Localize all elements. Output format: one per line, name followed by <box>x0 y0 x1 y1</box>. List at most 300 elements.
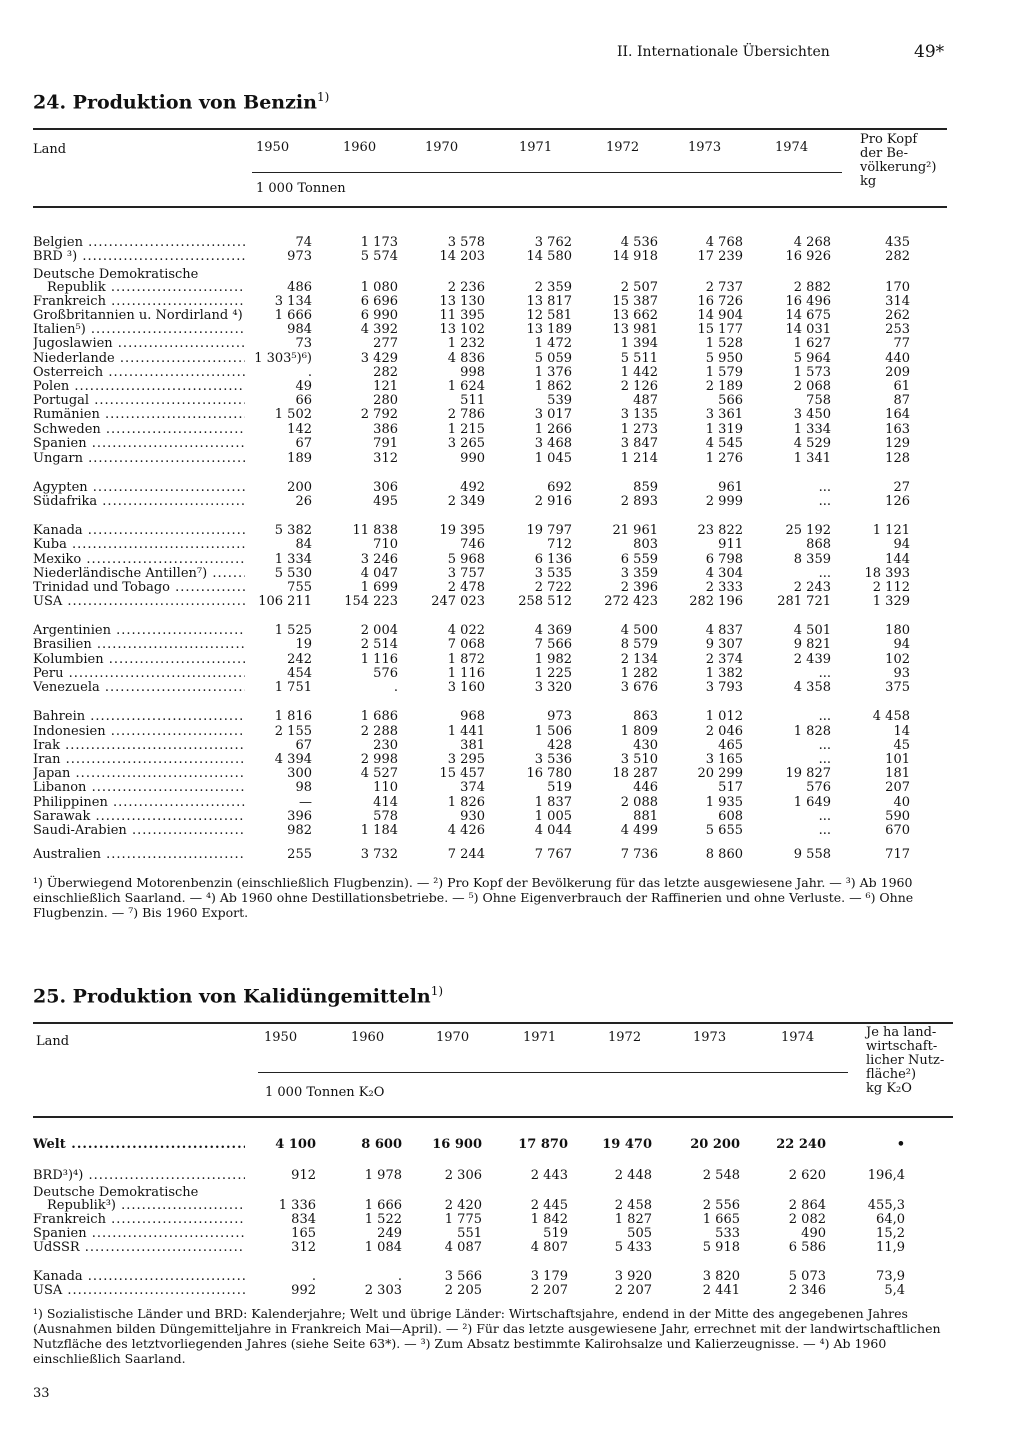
cell-value: 7 244 <box>447 847 485 862</box>
table-row <box>0 581 1024 595</box>
table-row <box>0 810 1024 824</box>
cell-value: 253 <box>885 322 910 337</box>
cell-value: 1 334 <box>793 422 831 437</box>
cell-value: 1 666 <box>274 308 312 323</box>
cell-value: 2 205 <box>444 1283 482 1298</box>
cell-value: 3 793 <box>705 680 743 695</box>
table25-title <box>33 984 443 1007</box>
cell-value: 1 522 <box>364 1212 402 1227</box>
cell-value: 710 <box>373 537 398 552</box>
table-row <box>0 437 1024 451</box>
cell-value: ... <box>818 709 831 724</box>
cell-value: 2 443 <box>530 1168 568 1183</box>
cell-value: 17 239 <box>697 249 743 264</box>
table24-col-extra: Pro Kopf der Be- völkerung²) kg <box>860 132 937 189</box>
cell-value: 1 827 <box>614 1212 652 1227</box>
cell-value: . <box>307 365 312 380</box>
table-row <box>0 1284 1024 1298</box>
cell-value: 5 918 <box>702 1240 740 1255</box>
cell-value: 3 017 <box>534 407 572 422</box>
cell-value: 16 900 <box>432 1137 482 1152</box>
row-label: Saudi-Arabien ..... <box>33 824 245 838</box>
cell-value: 3 165 <box>705 752 743 767</box>
cell-value: 6 990 <box>360 308 398 323</box>
cell-value: 20 200 <box>690 1137 740 1152</box>
cell-value: 5 574 <box>360 249 398 264</box>
cell-value: 5 073 <box>788 1269 826 1284</box>
cell-value: 1 528 <box>705 336 743 351</box>
cell-value: 11,9 <box>876 1240 905 1255</box>
cell-value: 1 215 <box>447 422 485 437</box>
cell-value: 74 <box>295 235 312 250</box>
cell-value: 6 586 <box>788 1240 826 1255</box>
cell-value: 262 <box>885 308 910 323</box>
table24-title-text: 24. Produktion von Benzin <box>33 91 317 114</box>
cell-value: 2 359 <box>534 280 572 295</box>
row-label: Spanien ..... <box>33 437 245 451</box>
table-row <box>0 1138 1024 1152</box>
table-row <box>0 739 1024 753</box>
cell-value: 590 <box>885 809 910 824</box>
cell-value: 930 <box>460 809 485 824</box>
cell-value: 110 <box>373 780 398 795</box>
cell-value: 670 <box>885 823 910 838</box>
cell-value: 486 <box>287 280 312 295</box>
cell-value: 73 <box>295 336 312 351</box>
cell-value: 4 087 <box>444 1240 482 1255</box>
cell-value: 14 904 <box>697 308 743 323</box>
cell-value: 23 822 <box>697 523 743 538</box>
cell-value: 7 068 <box>447 637 485 652</box>
cell-value: 3 429 <box>360 351 398 366</box>
cell-value: 11 395 <box>439 308 485 323</box>
cell-value: 3 732 <box>360 847 398 862</box>
cell-value: 14 <box>893 724 910 739</box>
cell-value: 2 088 <box>620 795 658 810</box>
cell-value: . <box>393 680 398 695</box>
table-row <box>0 408 1024 422</box>
cell-value: 61 <box>893 379 910 394</box>
cell-value: 312 <box>373 451 398 466</box>
cell-value: 5 382 <box>274 523 312 538</box>
cell-value: 455,3 <box>867 1198 905 1213</box>
table25-title-text: 25. Produktion von Kalidüngemitteln <box>33 985 431 1008</box>
cell-value: 67 <box>295 436 312 451</box>
table-row <box>0 394 1024 408</box>
cell-value: 3 160 <box>447 680 485 695</box>
cell-value: 181 <box>885 766 910 781</box>
cell-value: 121 <box>373 379 398 394</box>
cell-value: 26 <box>295 494 312 509</box>
cell-value: 1 045 <box>534 451 572 466</box>
cell-value: 18 287 <box>612 766 658 781</box>
row-label: Österreich ..... <box>33 366 245 380</box>
cell-value: 1 394 <box>620 336 658 351</box>
cell-value: 3 762 <box>534 235 572 250</box>
cell-value: 2 288 <box>360 724 398 739</box>
cell-value: 129 <box>885 436 910 451</box>
row-label: Irak ..... <box>33 739 245 753</box>
table-row <box>0 423 1024 437</box>
table-row <box>0 753 1024 767</box>
cell-value: 8 600 <box>361 1137 402 1152</box>
cell-value: 11 838 <box>352 523 398 538</box>
cell-value: 2 046 <box>705 724 743 739</box>
cell-value: 863 <box>633 709 658 724</box>
row-label: Venezuela ..... <box>33 681 245 695</box>
row-label: Kuba ..... <box>33 538 245 552</box>
cell-value: 7 566 <box>534 637 572 652</box>
cell-value: 13 130 <box>439 294 485 309</box>
table-row <box>0 236 1024 250</box>
cell-value: 4 807 <box>530 1240 568 1255</box>
cell-value: 1 303⁵)⁶) <box>254 351 312 366</box>
cell-value: 396 <box>287 809 312 824</box>
cell-value: 25 192 <box>785 523 831 538</box>
cell-value: 13 189 <box>526 322 572 337</box>
table25-col-year: 1974 <box>781 1030 815 1045</box>
cell-value: 487 <box>633 393 658 408</box>
table-row <box>0 667 1024 681</box>
cell-value: 1 273 <box>620 422 658 437</box>
cell-value: 280 <box>373 393 398 408</box>
cell-value: 3 566 <box>444 1269 482 1284</box>
table-row <box>0 295 1024 309</box>
cell-value: 566 <box>718 393 743 408</box>
cell-value: 170 <box>885 280 910 295</box>
table25-unit: 1 000 Tonnen K₂O <box>265 1085 385 1100</box>
table24-top-rule <box>33 128 947 130</box>
cell-value: 40 <box>893 795 910 810</box>
row-label: Spanien ..... <box>33 1227 245 1241</box>
cell-value: 258 512 <box>518 594 572 609</box>
cell-value: 73,9 <box>876 1269 905 1284</box>
cell-value: 6 559 <box>620 552 658 567</box>
cell-value: 859 <box>633 480 658 495</box>
cell-value: 428 <box>547 738 572 753</box>
cell-value: 13 662 <box>612 308 658 323</box>
cell-value: 1 502 <box>274 407 312 422</box>
cell-value: 1 116 <box>360 652 398 667</box>
row-label: Japan ..... <box>33 767 245 781</box>
row-label: Kanada ..... <box>33 1270 245 1284</box>
row-label: Südafrika ..... <box>33 495 245 509</box>
cell-value: 66 <box>295 393 312 408</box>
cell-value: 1 686 <box>360 709 398 724</box>
cell-value: 14 031 <box>785 322 831 337</box>
table24-header-rule <box>33 206 947 208</box>
cell-value: 2 306 <box>444 1168 482 1183</box>
cell-value: 758 <box>806 393 831 408</box>
cell-value: 2 068 <box>793 379 831 394</box>
table-row <box>0 380 1024 394</box>
cell-value: 2 620 <box>788 1168 826 1183</box>
table-row <box>0 281 1024 295</box>
cell-value: 2 439 <box>793 652 831 667</box>
cell-value: ... <box>818 566 831 581</box>
cell-value: 2 420 <box>444 1198 482 1213</box>
cell-value: 2 396 <box>620 580 658 595</box>
cell-value: 247 023 <box>431 594 485 609</box>
cell-value: 381 <box>460 738 485 753</box>
cell-value: 4 768 <box>705 235 743 250</box>
cell-value: 803 <box>633 537 658 552</box>
row-label: Ungarn ..... <box>33 452 245 466</box>
table-row <box>0 1169 1024 1183</box>
cell-value: 4 369 <box>534 623 572 638</box>
cell-value: 2 445 <box>530 1198 568 1213</box>
cell-value: 94 <box>893 637 910 652</box>
cell-value: 374 <box>460 780 485 795</box>
cell-value: 200 <box>287 480 312 495</box>
cell-value: 3 535 <box>534 566 572 581</box>
row-label: Portugal ..... <box>33 394 245 408</box>
cell-value: 2 548 <box>702 1168 740 1183</box>
cell-value: 16 496 <box>785 294 831 309</box>
cell-value: 2 374 <box>705 652 743 667</box>
cell-value: 1 573 <box>793 365 831 380</box>
cell-value: 961 <box>718 480 743 495</box>
row-label: Schweden ..... <box>33 423 245 437</box>
cell-value: 2 441 <box>702 1283 740 1298</box>
cell-value: 282 <box>885 249 910 264</box>
cell-value: 14 675 <box>785 308 831 323</box>
cell-value: 430 <box>633 738 658 753</box>
cell-value: 1 184 <box>360 823 398 838</box>
row-label: Kolumbien ..... <box>33 653 245 667</box>
cell-value: 20 299 <box>697 766 743 781</box>
cell-value: 312 <box>291 1240 316 1255</box>
table-row <box>0 1227 1024 1241</box>
cell-value: 8 359 <box>793 552 831 567</box>
cell-value: 6 696 <box>360 294 398 309</box>
row-label: Philippinen ..... <box>33 796 245 810</box>
cell-value: 1 842 <box>530 1212 568 1227</box>
cell-value: 1 872 <box>447 652 485 667</box>
folio: 33 <box>33 1386 50 1401</box>
cell-value: 64,0 <box>876 1212 905 1227</box>
cell-value: 128 <box>885 451 910 466</box>
cell-value: 281 721 <box>777 594 831 609</box>
table-row <box>0 595 1024 609</box>
cell-value: 1 649 <box>793 795 831 810</box>
cell-value: 98 <box>295 780 312 795</box>
table-row <box>0 352 1024 366</box>
cell-value: 4 529 <box>793 436 831 451</box>
cell-value: 3 847 <box>620 436 658 451</box>
row-label: Niederlande ..... <box>33 352 245 366</box>
cell-value: ... <box>818 738 831 753</box>
row-label: Belgien ..... <box>33 236 245 250</box>
cell-value: 3 361 <box>705 407 743 422</box>
cell-value: 868 <box>806 537 831 552</box>
cell-value: 13 102 <box>439 322 485 337</box>
cell-value: 3 135 <box>620 407 658 422</box>
cell-value: 4 527 <box>360 766 398 781</box>
cell-value: 519 <box>543 1226 568 1241</box>
table-row <box>0 725 1024 739</box>
table-row <box>0 337 1024 351</box>
cell-value: 5 530 <box>274 566 312 581</box>
cell-value: 539 <box>547 393 572 408</box>
row-label: Indonesien ..... <box>33 725 245 739</box>
cell-value: 1 276 <box>705 451 743 466</box>
table-row <box>0 524 1024 538</box>
cell-value: ... <box>818 752 831 767</box>
cell-value: 93 <box>893 666 910 681</box>
cell-value: 67 <box>295 738 312 753</box>
table-row <box>0 250 1024 264</box>
cell-value: 968 <box>460 709 485 724</box>
cell-value: 1 751 <box>274 680 312 695</box>
cell-value: 164 <box>885 407 910 422</box>
table-row <box>0 1213 1024 1227</box>
cell-value: 973 <box>547 709 572 724</box>
row-label: Argentinien ..... <box>33 624 245 638</box>
cell-value: 2 864 <box>788 1198 826 1213</box>
table-row <box>0 767 1024 781</box>
table24-title-sup: 1) <box>316 90 330 104</box>
cell-value: 2 556 <box>702 1198 740 1213</box>
section-title: II. Internationale Übersichten <box>617 44 830 60</box>
cell-value: 12 581 <box>526 308 572 323</box>
row-label: Sarawak ..... <box>33 810 245 824</box>
cell-value: 492 <box>460 480 485 495</box>
cell-value: 282 196 <box>689 594 743 609</box>
table-row <box>0 309 1024 323</box>
table-row <box>0 452 1024 466</box>
cell-value: 1 376 <box>534 365 572 380</box>
cell-value: 2 792 <box>360 407 398 422</box>
table24-col-year: 1970 <box>425 140 459 155</box>
cell-value: 189 <box>287 451 312 466</box>
cell-value: ... <box>818 666 831 681</box>
cell-value: 255 <box>287 847 312 862</box>
cell-value: 1 982 <box>534 652 572 667</box>
cell-value: 465 <box>718 738 743 753</box>
cell-value: 2 514 <box>360 637 398 652</box>
cell-value: 2 478 <box>447 580 485 595</box>
cell-value: 1 336 <box>278 1198 316 1213</box>
cell-value: 2 333 <box>705 580 743 595</box>
cell-value: 77 <box>893 336 910 351</box>
table-row <box>0 268 1024 282</box>
cell-value: 1 084 <box>364 1240 402 1255</box>
cell-value: 1 809 <box>620 724 658 739</box>
cell-value: 3 134 <box>274 294 312 309</box>
table-row <box>0 1199 1024 1213</box>
cell-value: 84 <box>295 537 312 552</box>
cell-value: 249 <box>377 1226 402 1241</box>
cell-value: 4 837 <box>705 623 743 638</box>
cell-value: 2 004 <box>360 623 398 638</box>
cell-value: 517 <box>718 780 743 795</box>
cell-value: 490 <box>801 1226 826 1241</box>
cell-value: 1 816 <box>274 709 312 724</box>
cell-value: 4 394 <box>274 752 312 767</box>
table24-col-year: 1972 <box>606 140 640 155</box>
table-row <box>0 638 1024 652</box>
table25-header-rule <box>33 1116 953 1118</box>
cell-value: 13 817 <box>526 294 572 309</box>
cell-value: 992 <box>291 1283 316 1298</box>
cell-value: ... <box>818 494 831 509</box>
cell-value: 1 828 <box>793 724 831 739</box>
cell-value: 973 <box>287 249 312 264</box>
row-label: Deutsche Demokratische <box>33 268 199 282</box>
cell-value: 13 981 <box>612 322 658 337</box>
row-label: Iran ..... <box>33 753 245 767</box>
cell-value: 19 470 <box>602 1137 652 1152</box>
cell-value: 576 <box>373 666 398 681</box>
cell-value: — <box>299 795 312 810</box>
cell-value: 87 <box>893 393 910 408</box>
cell-value: 142 <box>287 422 312 437</box>
table24-col-year: 1950 <box>256 140 290 155</box>
cell-value: 1 334 <box>274 552 312 567</box>
table24-col-land: Land <box>33 142 67 157</box>
cell-value: 1 329 <box>872 594 910 609</box>
cell-value: 4 536 <box>620 235 658 250</box>
cell-value: 4 426 <box>447 823 485 838</box>
cell-value: 551 <box>457 1226 482 1241</box>
cell-value: 14 918 <box>612 249 658 264</box>
cell-value: ... <box>818 823 831 838</box>
cell-value: 1 005 <box>534 809 572 824</box>
cell-value: 911 <box>718 537 743 552</box>
cell-value: 446 <box>633 780 658 795</box>
cell-value: 4 836 <box>447 351 485 366</box>
cell-value: 4 022 <box>447 623 485 638</box>
cell-value: 4 545 <box>705 436 743 451</box>
table-row <box>0 481 1024 495</box>
cell-value: 2 112 <box>872 580 910 595</box>
table24-unit: 1 000 Tonnen <box>256 181 346 196</box>
cell-value: 272 423 <box>604 594 658 609</box>
cell-value: 1 121 <box>872 523 910 538</box>
cell-value: 6 798 <box>705 552 743 567</box>
cell-value: 1 116 <box>447 666 485 681</box>
table-row <box>0 567 1024 581</box>
cell-value: 7 736 <box>620 847 658 862</box>
cell-value: 19 395 <box>439 523 485 538</box>
cell-value: 3 920 <box>614 1269 652 1284</box>
cell-value: 990 <box>460 451 485 466</box>
row-label: Frankreich ..... <box>33 295 245 309</box>
cell-value: 1 282 <box>620 666 658 681</box>
table25-col-land: Land <box>36 1034 70 1049</box>
table25-col-year: 1960 <box>351 1030 385 1045</box>
cell-value: 14 580 <box>526 249 572 264</box>
table24-unit-rule <box>252 172 842 173</box>
cell-value: . <box>311 1269 316 1284</box>
cell-value: 1 319 <box>705 422 743 437</box>
cell-value: 2 786 <box>447 407 485 422</box>
cell-value: 712 <box>547 537 572 552</box>
cell-value: 4 392 <box>360 322 398 337</box>
cell-value: 163 <box>885 422 910 437</box>
cell-value: 242 <box>287 652 312 667</box>
row-label: Peru ..... <box>33 667 245 681</box>
cell-value: 5 433 <box>614 1240 652 1255</box>
cell-value: 6 136 <box>534 552 572 567</box>
cell-value: 16 726 <box>697 294 743 309</box>
table25-col-year: 1972 <box>608 1030 642 1045</box>
cell-value: 982 <box>287 823 312 838</box>
cell-value: 1 232 <box>447 336 485 351</box>
row-label: Mexiko ..... <box>33 553 245 567</box>
cell-value: 21 961 <box>612 523 658 538</box>
